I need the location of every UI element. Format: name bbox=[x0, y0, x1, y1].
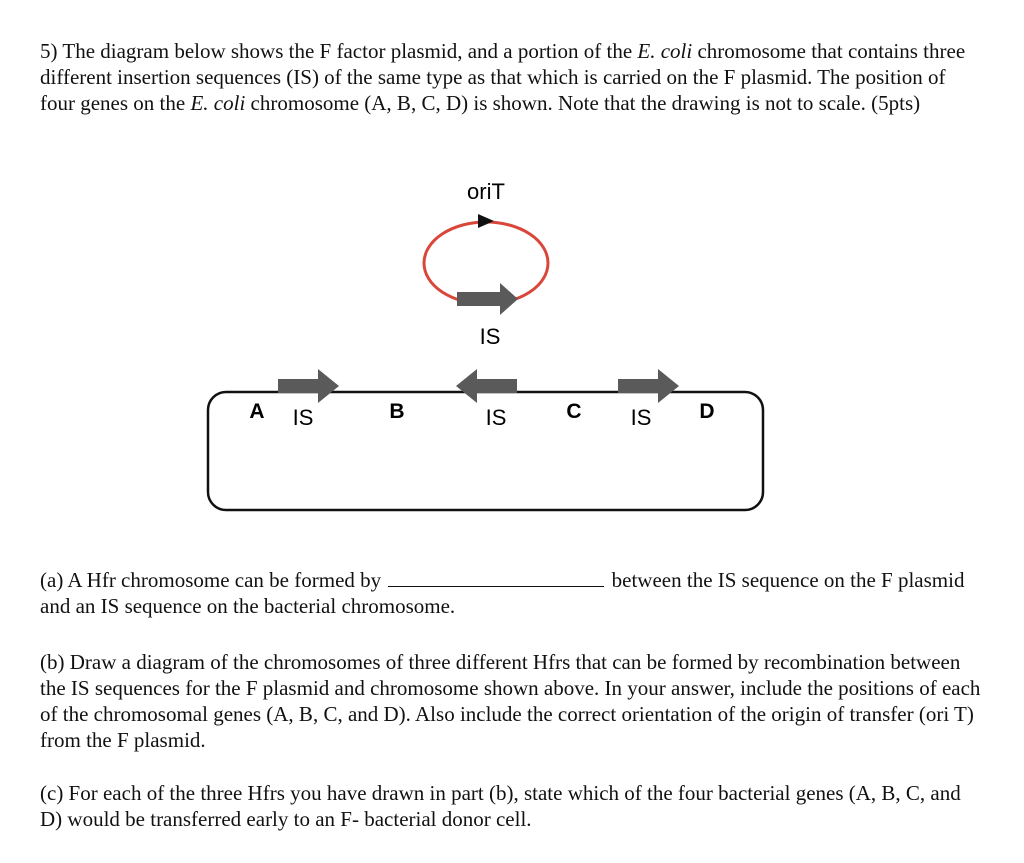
gene-d-label: D bbox=[699, 400, 715, 423]
chrom-is-arrow-3-icon bbox=[618, 369, 679, 403]
question-part-b: (b) Draw a diagram of the chromosomes of three different Hfrs that can be formed by recombination between the IS sequences for the F plasmid and chromosome shown above. In your answer, include the positions of each of the chromosomal genes (A, B, C, and D). Also include the correct orientation of the origin of transfer (ori T) from the F plasmid. bbox=[40, 650, 981, 752]
plasmid-is-label: IS bbox=[479, 324, 501, 349]
chrom-is-arrow-2-icon bbox=[456, 369, 517, 403]
intro-italic-ecoli-1: E. coli bbox=[637, 39, 693, 63]
intro-text-3: chromosome (A, B, C, D) is shown. Note that the drawing is not to scale. (5pts) bbox=[245, 91, 921, 115]
orit-triangle-icon bbox=[478, 214, 494, 228]
chrom-is-1-label: IS bbox=[292, 405, 314, 430]
chrom-is-3-label: IS bbox=[630, 405, 652, 430]
answer-blank bbox=[388, 568, 604, 587]
plasmid-is-arrow-icon bbox=[457, 283, 518, 315]
intro-text-1: 5) The diagram below shows the F factor plasmid, and a portion of the bbox=[40, 39, 638, 63]
intro-text-2: chromosome that contains three different insertion sequences (IS) of the same type as that which is carried on the F plasmid. The position of four genes on the bbox=[40, 39, 966, 115]
gene-c-label: C bbox=[566, 400, 582, 423]
chrom-is-2-label: IS bbox=[485, 405, 507, 430]
question-part-c: (c) For each of the three Hfrs you have drawn in part (b), state which of the four bacterial genes (A, B, C, and D) would be transferred early to an F- bacterial donor cell. bbox=[40, 781, 961, 831]
chrom-is-arrow-1-icon bbox=[278, 369, 339, 403]
question-part-a bbox=[40, 567, 984, 619]
orit-label: oriT bbox=[467, 179, 505, 204]
f-plasmid-circle bbox=[424, 222, 548, 304]
intro-italic-ecoli-2: E. coli bbox=[190, 91, 246, 115]
gene-a-label: A bbox=[249, 400, 265, 423]
gene-b-label: B bbox=[389, 400, 405, 423]
part-a-after: between the IS sequence on the F plasmid and an IS sequence on the bacterial chromosome. bbox=[40, 568, 965, 618]
part-a-before: (a) A Hfr chromosome can be formed by bbox=[40, 568, 382, 592]
